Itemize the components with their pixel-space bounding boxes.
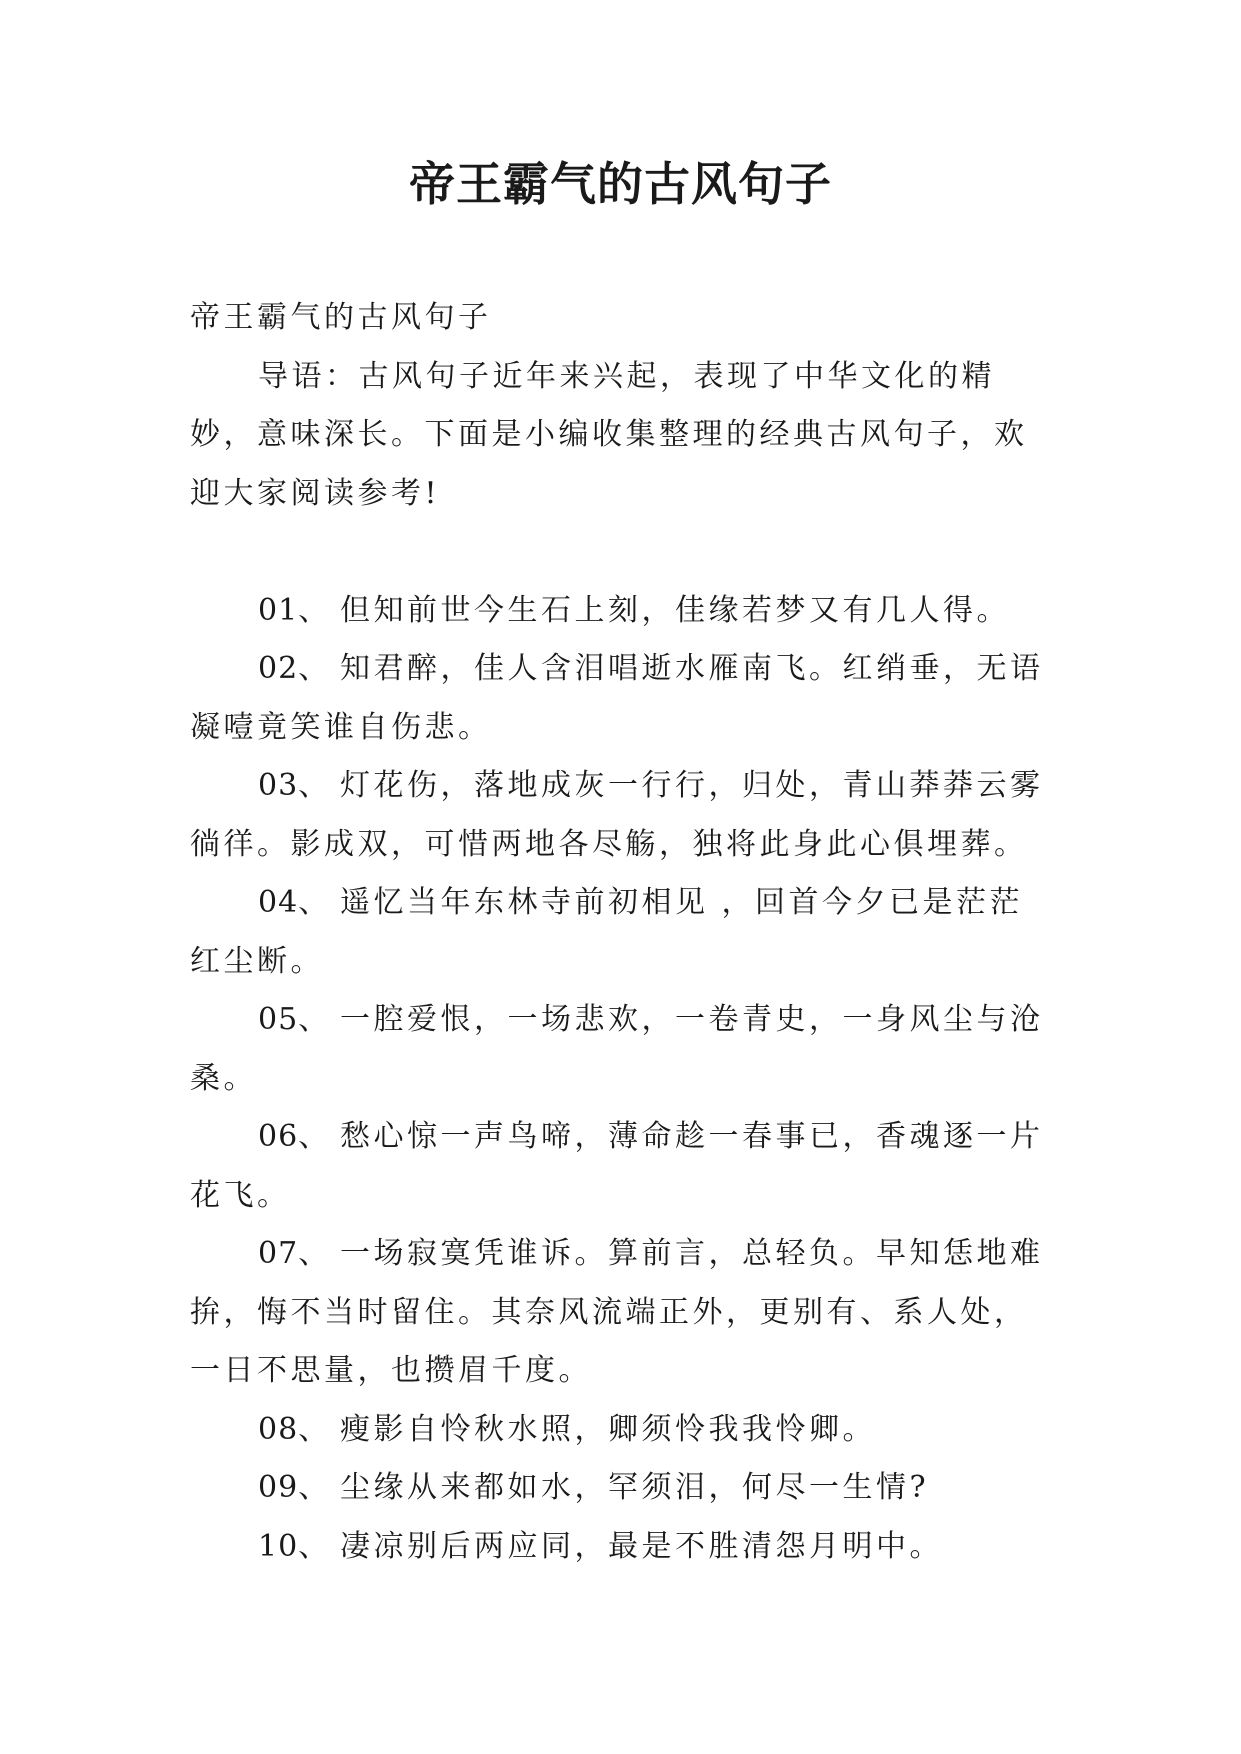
item-text: 瘦影自怜秋水照，卿须怜我我怜卿。 <box>340 1411 876 1447</box>
item-number: 04、 <box>258 885 330 920</box>
item-text: 一腔爱恨，一场悲欢，一卷青史，一身风尘与沧桑。 <box>190 1002 1044 1096</box>
list-item <box>190 640 1052 757</box>
item-number: 08、 <box>258 1411 330 1447</box>
item-number: 02、 <box>258 651 330 686</box>
intro-paragraph: 导语：古风句子近年来兴起，表现了中华文化的精妙，意味深长。下面是小编收集整理的经典古风句子，欢迎大家阅读参考! <box>190 358 1028 511</box>
list-item <box>190 757 1052 874</box>
item-number: 06、 <box>258 1119 330 1154</box>
item-text: 遥忆当年东林寺前初相见 ，回首今夕已是茫茫红尘断。 <box>190 885 1024 979</box>
document-subtitle: 帝王霸气的古风句子 <box>190 300 492 335</box>
list-item <box>190 1518 1052 1577</box>
item-text: 凄凉别后两应同，最是不胜清怨月明中。 <box>340 1528 943 1564</box>
document-body <box>190 289 1052 1576</box>
item-number: 05、 <box>258 1002 330 1037</box>
list-item <box>190 1401 1052 1460</box>
item-number: 10、 <box>258 1528 330 1564</box>
list-item <box>190 874 1052 991</box>
document-title: 帝王霸气的古风句子 <box>409 157 832 211</box>
item-number: 07、 <box>258 1236 330 1271</box>
list-item <box>190 1459 1052 1518</box>
item-text: 愁心惊一声鸟啼，薄命趁一春事已，香魂逐一片花飞。 <box>190 1119 1044 1213</box>
item-text: 一场寂寞凭谁诉。算前言，总轻负。早知恁地难拚，悔不当时留住。其奈风流端正外，更别有、系人处，一日不思量，也攒眉千度。 <box>190 1236 1044 1388</box>
list-item <box>190 1108 1052 1225</box>
item-number: 03、 <box>258 768 330 803</box>
item-number: 01、 <box>258 592 330 628</box>
list-item <box>190 991 1052 1108</box>
item-text: 但知前世今生石上刻，佳缘若梦又有几人得。 <box>340 592 1010 628</box>
item-text: 知君醉，佳人含泪唱逝水雁南飞。红绡垂，无语凝噎竟笑谁自伤悲。 <box>190 651 1044 745</box>
item-number: 09、 <box>258 1470 330 1505</box>
item-text: 灯花伤，落地成灰一行行，归处，青山莽莽云雾徜徉。影成双，可惜两地各尽觞，独将此身此心俱埋葬。 <box>190 768 1044 862</box>
list-item <box>190 1225 1052 1401</box>
item-text: 尘缘从来都如水，罕须泪，何尽一生情? <box>340 1470 930 1505</box>
blank-line <box>190 523 1052 582</box>
list-item <box>190 582 1052 641</box>
